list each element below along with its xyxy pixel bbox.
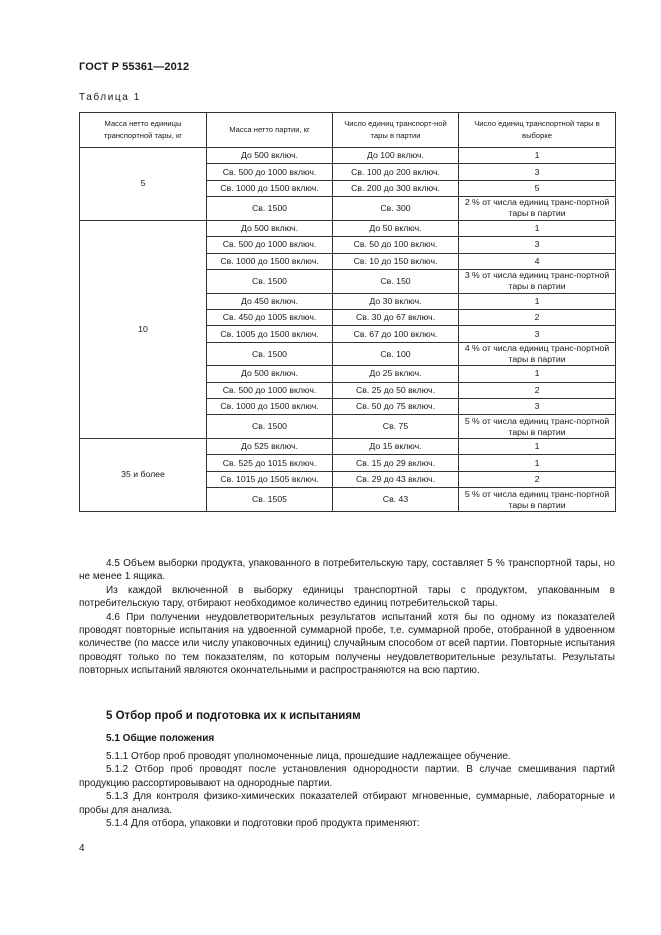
- unit-mass-cell: 10: [80, 220, 207, 438]
- units-in-sample-cell: 3: [459, 237, 616, 253]
- units-in-batch-cell: До 30 включ.: [333, 293, 459, 309]
- units-in-sample-cell: 2: [459, 309, 616, 325]
- units-in-batch-cell: До 25 включ.: [333, 366, 459, 382]
- units-in-sample-cell: 1: [459, 148, 616, 164]
- units-in-batch-cell: Св. 200 до 300 включ.: [333, 180, 459, 196]
- unit-mass-cell: 35 и более: [80, 439, 207, 512]
- batch-mass-cell: До 500 включ.: [207, 366, 333, 382]
- batch-mass-cell: Св. 525 до 1015 включ.: [207, 455, 333, 471]
- batch-mass-cell: До 500 включ.: [207, 148, 333, 164]
- units-in-batch-cell: Св. 29 до 43 включ.: [333, 471, 459, 487]
- batch-mass-cell: До 450 включ.: [207, 293, 333, 309]
- table-caption: Таблица 1: [79, 92, 141, 103]
- units-in-batch-cell: Св. 15 до 29 включ.: [333, 455, 459, 471]
- units-in-sample-cell: 3: [459, 164, 616, 180]
- units-in-sample-cell: 2: [459, 471, 616, 487]
- units-in-batch-cell: До 15 включ.: [333, 439, 459, 455]
- paragraph: 5.1.1 Отбор проб проводят уполномоченные лица, прошедшие надлежащее обучение.: [106, 751, 511, 762]
- table-row: [80, 220, 616, 236]
- batch-mass-cell: Св. 500 до 1000 включ.: [207, 164, 333, 180]
- batch-mass-cell: Св. 1000 до 1500 включ.: [207, 253, 333, 269]
- units-in-batch-cell: Св. 300: [333, 197, 459, 221]
- batch-mass-cell: Св. 1505: [207, 488, 333, 512]
- units-in-batch-cell: Св. 10 до 150 включ.: [333, 253, 459, 269]
- units-in-batch-cell: Св. 67 до 100 включ.: [333, 326, 459, 342]
- batch-mass-cell: Св. 450 до 1005 включ.: [207, 309, 333, 325]
- units-in-batch-cell: Св. 75: [333, 415, 459, 439]
- batch-mass-cell: Св. 500 до 1000 включ.: [207, 237, 333, 253]
- paragraph: 5.1.3 Для контроля физико-химических показателей отбирают мгновенные, суммарные, лабораторные и пробы для анализа.: [79, 791, 615, 816]
- sampling-table: [79, 112, 616, 512]
- batch-mass-cell: Св. 1500: [207, 269, 333, 293]
- units-in-sample-cell: 2 % от числа единиц транс-портной тары в партии: [459, 197, 616, 221]
- paragraph: 5.1.4 Для отбора, упаковки и подготовки проб продукта применяют:: [106, 818, 420, 830]
- subsection-title: 5.1 Общие положения: [106, 733, 215, 744]
- table-body: [80, 148, 616, 512]
- batch-mass-cell: Св. 1500: [207, 415, 333, 439]
- units-in-sample-cell: 1: [459, 439, 616, 455]
- units-in-sample-cell: 5 % от числа единиц транс-портной тары в партии: [459, 415, 616, 439]
- units-in-sample-cell: 4: [459, 253, 616, 269]
- table-header-row: [80, 113, 616, 148]
- document-header: ГОСТ Р 55361—2012: [79, 61, 190, 73]
- batch-mass-cell: Св. 1000 до 1500 включ.: [207, 180, 333, 196]
- units-in-batch-cell: Св. 50 до 100 включ.: [333, 237, 459, 253]
- batch-mass-cell: До 500 включ.: [207, 220, 333, 236]
- units-in-batch-cell: Св. 30 до 67 включ.: [333, 309, 459, 325]
- units-in-batch-cell: Св. 100 до 200 включ.: [333, 164, 459, 180]
- units-in-batch-cell: До 100 включ.: [333, 148, 459, 164]
- column-header: Число единиц транспортной тары в выборке: [459, 113, 616, 148]
- units-in-batch-cell: Св. 43: [333, 488, 459, 512]
- units-in-sample-cell: 5 % от числа единиц транс-портной тары в партии: [459, 488, 616, 512]
- batch-mass-cell: До 525 включ.: [207, 439, 333, 455]
- units-in-sample-cell: 1: [459, 455, 616, 471]
- units-in-sample-cell: 1: [459, 366, 616, 382]
- page-number: 4: [79, 843, 85, 854]
- paragraph: 4.6 При получении неудовлетворительных результатов испытаний хотя бы по одному из показателей проводят повторные испытания на удвоенной суммарной пробе, т.е. суммарной пробе, отобранной в удвоенном количестве (по массе или числу упаковочных единиц) случайным способом от всей партии. Повторные испытания проводят только по тем показателям, по которым получены неудовлетворительные результаты. Результаты повторных испытаний являются окончательными и распространяются на всю партию.: [79, 611, 615, 677]
- paragraphs-section-4: [79, 557, 615, 678]
- units-in-batch-cell: Св. 150: [333, 269, 459, 293]
- units-in-batch-cell: До 50 включ.: [333, 220, 459, 236]
- paragraph: 4.5 Объем выборки продукта, упакованного в потребительскую тару, составляет 5 % транспортной тары, но не менее 1 ящика.: [79, 558, 615, 583]
- batch-mass-cell: Св. 1015 до 1505 включ.: [207, 471, 333, 487]
- batch-mass-cell: Св. 1000 до 1500 включ.: [207, 399, 333, 415]
- units-in-sample-cell: 3: [459, 326, 616, 342]
- batch-mass-cell: Св. 1500: [207, 197, 333, 221]
- paragraphs-section-5: [79, 750, 615, 830]
- units-in-sample-cell: 4 % от числа единиц транс-портной тары в партии: [459, 342, 616, 366]
- column-header: Масса нетто партии, кг: [207, 113, 333, 148]
- column-header: Число единиц транспорт-ной тары в партии: [333, 113, 459, 148]
- units-in-sample-cell: 5: [459, 180, 616, 196]
- section-title: 5 Отбор проб и подготовка их к испытаниям: [106, 710, 361, 722]
- units-in-sample-cell: 3: [459, 399, 616, 415]
- table-row: [80, 439, 616, 455]
- units-in-batch-cell: Св. 50 до 75 включ.: [333, 399, 459, 415]
- unit-mass-cell: 5: [80, 148, 207, 221]
- paragraph: Из каждой включенной в выборку единицы транспортной тары с продуктом, упакованным в потребительскую тару, отбирают необходимое количество единиц потребительской тары.: [79, 584, 615, 610]
- column-header: Масса нетто единицы транспортной тары, кг: [80, 113, 207, 148]
- units-in-sample-cell: 1: [459, 220, 616, 236]
- units-in-batch-cell: Св. 100: [333, 342, 459, 366]
- batch-mass-cell: Св. 1500: [207, 342, 333, 366]
- units-in-sample-cell: 3 % от числа единиц транс-портной тары в партии: [459, 269, 616, 293]
- table-row: [80, 148, 616, 164]
- units-in-sample-cell: 2: [459, 382, 616, 398]
- batch-mass-cell: Св. 1005 до 1500 включ.: [207, 326, 333, 342]
- units-in-sample-cell: 1: [459, 293, 616, 309]
- paragraph: 5.1.2 Отбор проб проводят после установления однородности партии. В случае смешивания партий продукцию рассортировывают на однородные партии.: [79, 764, 615, 789]
- units-in-batch-cell: Св. 25 до 50 включ.: [333, 382, 459, 398]
- batch-mass-cell: Св. 500 до 1000 включ.: [207, 382, 333, 398]
